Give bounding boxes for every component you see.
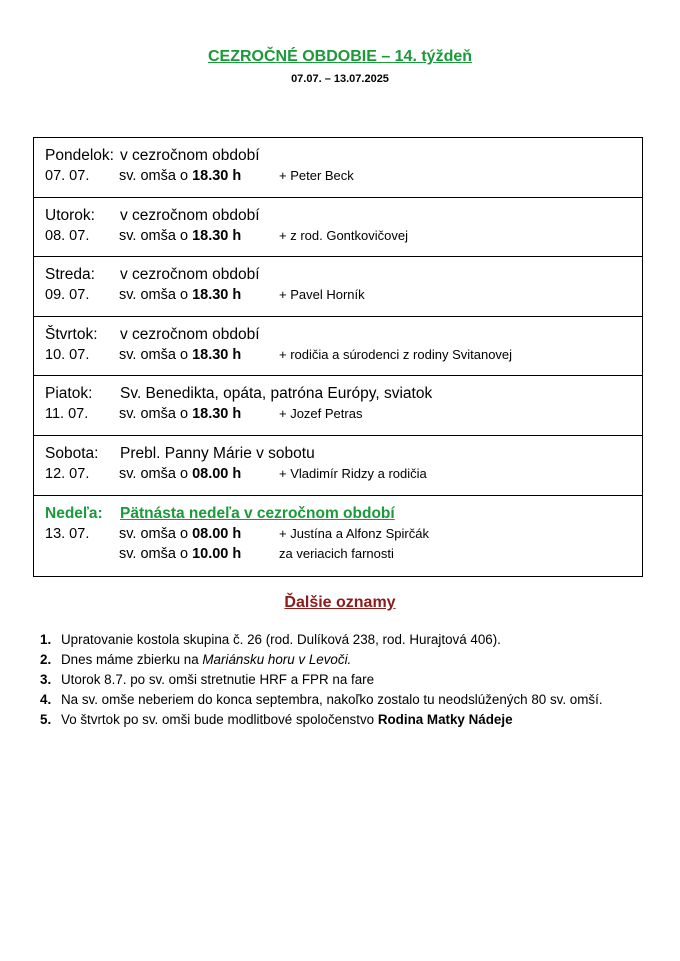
day-date: 11. 07. xyxy=(45,406,89,423)
day-name: Utorok: xyxy=(45,206,95,224)
item-number: 1 . xyxy=(40,632,61,647)
mass-intention: + z rod. Gontkovičovej xyxy=(279,227,408,243)
mass-label: sv. omša o xyxy=(119,465,189,482)
item-text: Utorok 8.7. po sv. omši stretnutie HRF a FPR na fare xyxy=(61,672,375,687)
day-date: 09. 07. xyxy=(45,287,90,304)
day-name: Pondelok: xyxy=(45,147,114,164)
day-date: 08. 07. xyxy=(45,227,90,244)
schedule-row-sunday xyxy=(34,496,642,576)
schedule-row-tuesday xyxy=(34,198,642,258)
schedule-row-saturday xyxy=(34,436,642,496)
list-item xyxy=(40,692,640,712)
mass-time: 08.00 h xyxy=(192,465,242,482)
mass-label: sv. omša o xyxy=(119,168,189,184)
mass-intention: + Justína a Alfonz Spirčák xyxy=(279,525,429,541)
feast-name: v cezročnom období xyxy=(120,147,260,164)
feast-name: Pätnásta nedeľa v cezročnom období xyxy=(120,504,395,522)
feast-name: Sv. Benedikta, opáta, patróna Európy, sviatok xyxy=(120,385,433,403)
day-date: 12. 07. xyxy=(45,465,90,482)
schedule-row-thursday xyxy=(34,317,642,377)
mass-time: 18.30 h xyxy=(192,406,242,423)
week-dates: 07.07. – 13.07.2025 xyxy=(291,73,389,85)
mass-label: sv. omša o xyxy=(119,545,189,562)
item-number: 4 . xyxy=(40,692,61,707)
mass-time: 10.00 h xyxy=(192,545,242,562)
list-item xyxy=(40,632,640,652)
mass-time: 08.00 h xyxy=(192,525,242,542)
item-number: 5 . xyxy=(40,712,61,727)
mass-label: sv. omša o xyxy=(119,525,189,542)
day-date: 07. 07. xyxy=(45,168,90,184)
mass-label: sv. omša o xyxy=(119,287,189,304)
mass-intention: + rodičia a súrodenci z rodiny Svitanovej xyxy=(279,346,513,362)
day-name: Piatok: xyxy=(45,385,93,403)
mass-intention: za veriacich farnosti xyxy=(279,545,394,561)
item-text-bold: Rodina Matky Nádeje xyxy=(377,712,513,727)
notices-title: Ďalšie oznamy xyxy=(284,594,396,611)
list-item xyxy=(40,652,640,672)
mass-intention: + Vladimír Ridzy a rodičia xyxy=(279,465,427,481)
mass-label: sv. omša o xyxy=(119,406,189,423)
item-number: 2 . xyxy=(40,652,61,667)
feast-name: Prebl. Panny Márie v sobotu xyxy=(120,444,315,462)
list-item xyxy=(40,672,640,692)
mass-label: sv. omša o xyxy=(119,346,189,363)
list-item xyxy=(40,712,640,732)
feast-name: v cezročnom období xyxy=(120,266,260,284)
schedule-row-wednesday xyxy=(34,257,642,317)
schedule-row-monday xyxy=(34,138,642,198)
item-text: Na sv. omše neberiem do konca septembra, nakoľko zostalo tu neodslúžených 80 sv. omší. xyxy=(61,692,603,707)
day-date: 13. 07. xyxy=(45,525,90,542)
schedule-row-friday xyxy=(34,376,642,436)
mass-intention: + Jozef Petras xyxy=(279,406,363,422)
item-text-italic: Mariánsku horu v Levoči. xyxy=(202,652,352,667)
feast-name: v cezročnom období xyxy=(120,206,260,224)
mass-time: 18.30 h xyxy=(192,287,242,304)
mass-time: 18.30 h xyxy=(192,168,242,184)
item-text: Dnes máme zbierku na xyxy=(61,652,203,667)
notices-list xyxy=(40,632,640,732)
day-name: Štvrtok: xyxy=(45,325,98,343)
mass-intention: + Pavel Horník xyxy=(279,287,365,303)
mass-time: 18.30 h xyxy=(192,227,242,244)
day-name: Sobota: xyxy=(45,444,99,462)
mass-label: sv. omša o xyxy=(119,227,189,244)
mass-intention: + Peter Beck xyxy=(279,168,354,183)
feast-name: v cezročnom období xyxy=(120,325,260,343)
page-title: CEZROČNÉ OBDOBIE – 14. týždeň xyxy=(207,48,473,65)
item-number: 3 . xyxy=(40,672,61,687)
item-text: Vo štvrtok po sv. omši bude modlitbové spoločenstvo xyxy=(61,712,378,727)
item-text: Upratovanie kostola skupina č. 26 (rod. Dulíková 238, rod. Hurajtová 406). xyxy=(61,632,501,647)
mass-time: 18.30 h xyxy=(192,346,242,363)
day-date: 10. 07. xyxy=(45,346,90,363)
day-name: Streda: xyxy=(45,266,95,284)
day-name: Nedeľa: xyxy=(45,504,103,522)
mass-schedule-table xyxy=(33,137,643,577)
